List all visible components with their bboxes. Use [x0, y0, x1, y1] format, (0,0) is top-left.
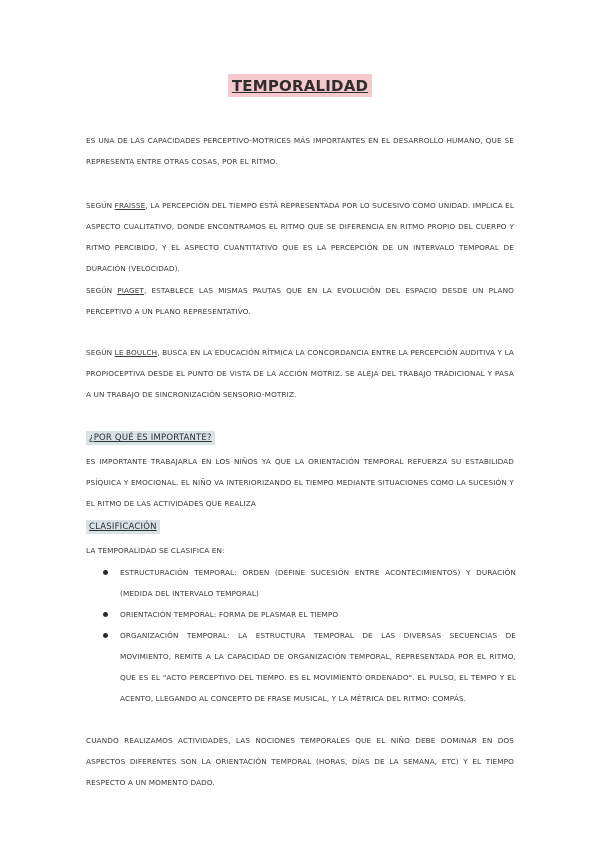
closing-paragraph: CUANDO REALIZAMOS ACTIVIDADES, LAS NOCIONES TEMPORALES QUE EL NIÑO DEBE DOMINAR EN DOS ASPECTOS DIFERENTES SON LA ORIENTACIÓN TEMPORAL (HORAS, DÍAS DE LA SEMANA, ETC) Y EL TIEMPO RESPECTO A UN MOMENTO DADO. [86, 736, 514, 787]
fraisse-prefix: SEGÚN [86, 201, 115, 210]
piaget-author: PIAGET [117, 286, 144, 295]
list-item-text: ESTRUCTURACIÓN TEMPORAL: ORDEN (DEFINE SUCESIÓN ENTRE ACONTECIMIENTOS) Y DURACIÓN (MEDIDA DEL INTERVALO TEMPORAL) [120, 568, 516, 598]
list-item-text: ORGANIZACIÓN TEMPORAL: LA ESTRUCTURA TEMPORAL DE LAS DIVERSAS SECUENCIAS DE MOVIMIENTO, REMITE A LA CAPACIDAD DE ORGANIZACIÓN TEMPORAL, REPRESENTADA POR EL RITMO, QUE ES EL "ACTO PERCEPTIVO DEL TIEMPO. ES EL MOVIMIENTO ORDENADO". EL PULSO, EL TEMPO Y EL ACENTO, LLEGANDO AL CONCEPTO DE FRASE MUSICAL, Y LA MÉTRICA DEL RITMO: COMPÁS. [120, 631, 516, 703]
fraisse-text: , LA PERCEPCIÓN DEL TIEMPO ESTÁ REPRESENTADA POR LO SUCESIVO COMO UNIDAD. IMPLICA EL ASPECTO CUALITATIVO, DONDE ENCONTRAMOS EL RITMO QUE SE DIFERENCIA EN RITMO PROPIO DEL CUERPO Y RITMO PERCIBIDO, Y EL ASPECTO CUANTITATIVO QUE ES LA PERCEPCIÓN DE UN INTERVALO TEMPORAL DE DURACIÓN (VELOCIDAD). [86, 201, 514, 273]
leboulch-author: LE BOULCH [114, 348, 158, 357]
bullet-icon [103, 570, 108, 575]
intro-paragraph: ES UNA DE LAS CAPACIDADES PERCEPTIVO-MOTRICES MÁS IMPORTANTES EN EL DESARROLLO HUMANO, QUE SE REPRESENTA ENTRE OTRAS COSAS, POR EL RITMO. [86, 136, 514, 166]
classification-intro: LA TEMPORALIDAD SE CLASIFICA EN: [86, 546, 225, 555]
page-title: TEMPORALIDAD [228, 74, 372, 97]
fraisse-author: FRAISSE [114, 201, 146, 210]
list-item-text: ORIENTACIÓN TEMPORAL: FORMA DE PLASMAR EL TIEMPO [120, 610, 339, 619]
list-item [86, 604, 516, 625]
leboulch-text: , BUSCA EN LA EDUCACIÓN RÍTMICA LA CONCORDANCIA ENTRE LA PERCEPCIÓN AUDITIVA Y LA PROPIOCEPTIVA DESDE EL PUNTO DE VISTA DE LA ACCIÓN MOTRIZ. SE ALEJA DEL TRABAJO TRADICIONAL Y PASA A UN TRABAJO DE SINCRONIZACIÓN SENSORIO-MOTRIZ. [86, 348, 514, 399]
title-wrap [0, 74, 600, 97]
leboulch-paragraph [86, 342, 514, 405]
list-item [86, 562, 516, 604]
classification-heading: CLASIFICACIÓN [86, 520, 160, 534]
fraisse-paragraph [86, 195, 514, 279]
bullet-icon [103, 633, 108, 638]
piaget-text: , ESTABLECE LAS MISMAS PAUTAS QUE EN LA EVOLUCIÓN DEL ESPACIO DESDE UN PLANO PERCEPTIVO A UN PLANO REPRESENTATIVO. [86, 286, 514, 316]
bullet-icon [103, 612, 108, 617]
piaget-paragraph [86, 280, 514, 322]
importance-heading: ¿POR QUÉ ES IMPORTANTE? [86, 431, 215, 445]
classification-list [86, 562, 516, 709]
leboulch-prefix: SEGÚN [86, 348, 115, 357]
importance-paragraph: ES IMPORTANTE TRABAJARLA EN LOS NIÑOS YA QUE LA ORIENTACIÓN TEMPORAL REFUERZA SU ESTABILIDAD PSÍQUICA Y EMOCIONAL. EL NIÑO VA INTERIORIZANDO EL TIEMPO MEDIANTE SITUACIONES COMO LA SUCESIÓN Y EL RITMO DE LAS ACTIVIDADES QUE REALIZA [86, 457, 514, 508]
list-item [86, 625, 516, 709]
piaget-prefix: SEGÚN [86, 286, 118, 295]
